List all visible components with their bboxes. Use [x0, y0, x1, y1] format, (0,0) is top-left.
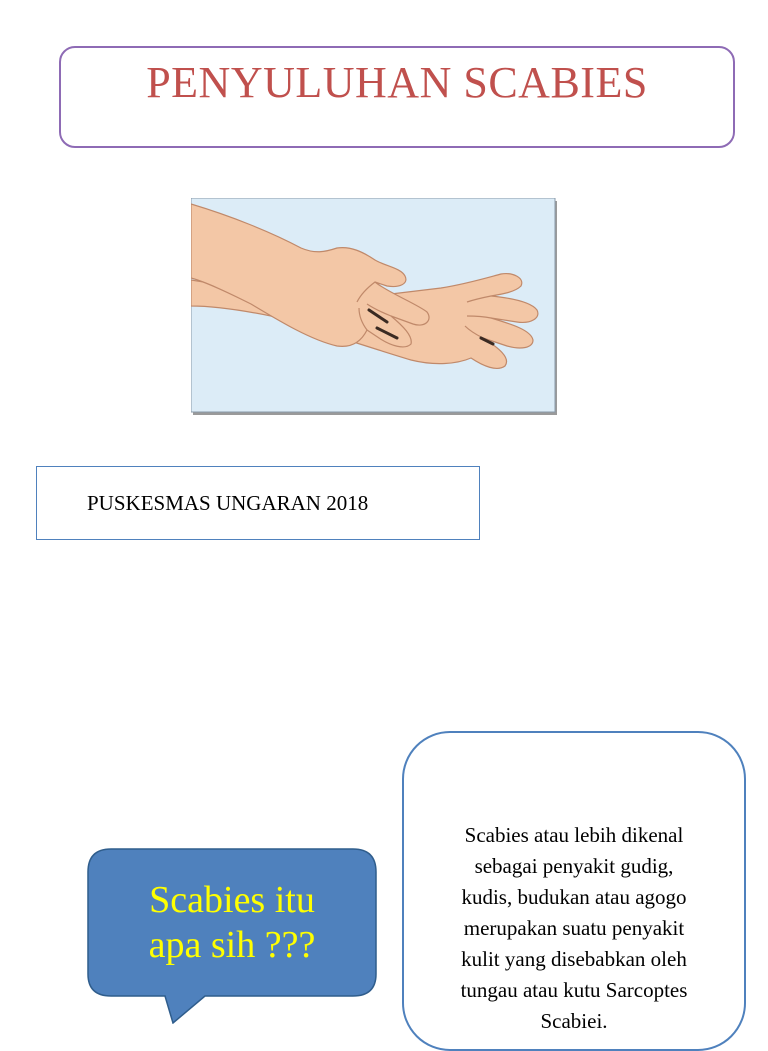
definition-line: tungau atau kutu Sarcoptes	[460, 978, 688, 1002]
question-bubble	[87, 848, 377, 1024]
definition-line: kudis, budukan atau agogo	[461, 885, 687, 909]
definition-line: kulit yang disebabkan oleh	[461, 947, 687, 971]
question-line-1: Scabies itu	[149, 879, 315, 921]
question-text	[87, 878, 377, 968]
definition-text	[414, 820, 734, 1037]
definition-line: merupakan suatu penyakit	[463, 916, 685, 940]
organization-box	[36, 466, 480, 540]
title-box	[59, 46, 735, 148]
definition-line: Scabiei.	[540, 1009, 608, 1033]
definition-line: Scabies atau lebih dikenal	[464, 823, 684, 847]
page-title: PENYULUHAN SCABIES	[146, 58, 648, 107]
organization-label: PUSKESMAS UNGARAN 2018	[87, 490, 369, 515]
question-line-2: apa sih ???	[148, 924, 316, 966]
definition-box	[402, 731, 746, 1051]
definition-line: sebagai penyakit gudig,	[474, 854, 674, 878]
scratching-hands-icon	[191, 198, 557, 415]
